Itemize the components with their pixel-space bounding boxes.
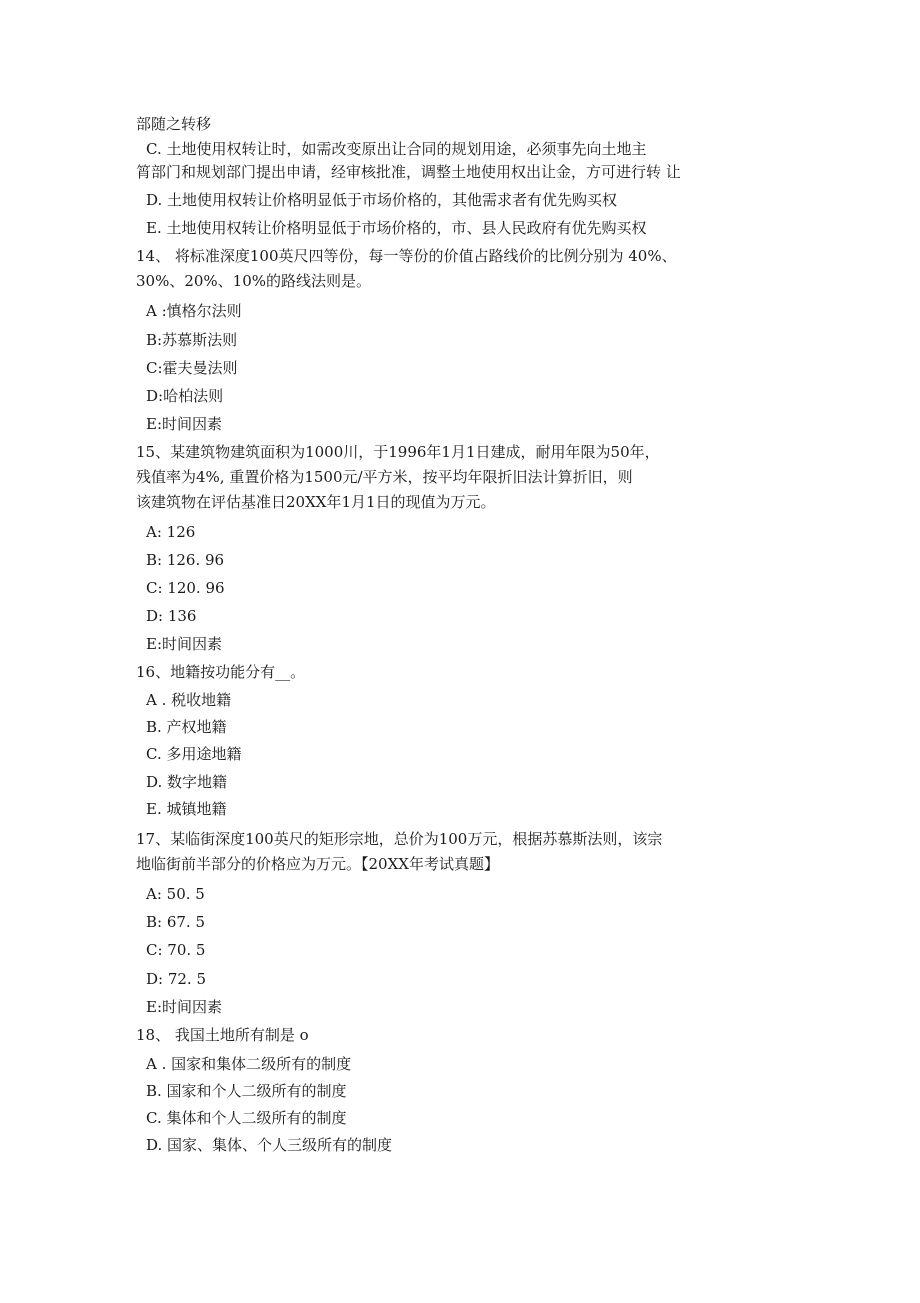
q15-option-d: D: 136 [146,607,197,625]
q15-option-b: B: 126. 96 [146,551,225,569]
q17-option-d: D: 72. 5 [146,970,207,988]
q14-option-e: E:时间因素 [146,415,223,433]
prev-option-c-line1: C. 土地使用权转让时，如需改变原出让合同的规划用途，必须事先向土地主 [146,140,647,158]
q15-text-line2: 残值率为4%, 重置价格为1500元/平方米，按平均年限折旧法计算折旧，则 [136,468,633,486]
q18-option-d: D. 国家、集体、个人三级所有的制度 [146,1136,393,1154]
q15-text-line1: 15、某建筑物建筑面积为1000川，于1996年1月1日建成，耐用年限为50年， [136,443,660,461]
q14-option-a: A :慎格尔法则 [146,302,242,320]
q14-option-d: D:哈柏法则 [146,387,224,405]
q18-option-b: B. 国家和个人二级所有的制度 [146,1082,347,1100]
q15-option-e: E:时间因素 [146,635,223,653]
q18-option-c: C. 集体和个人二级所有的制度 [146,1109,347,1127]
prev-tail: 部随之转移 [136,115,212,133]
q15-option-c: C: 120. 96 [146,579,225,597]
prev-option-c-line2: 筲部门和规划部门提出申请，经审核批准，调整土地使用权出让金，方可进行转 让 [136,163,681,181]
q14-text-line2: 30%、20%、10%的路线法则是。 [136,272,372,290]
q15-text-line3: 该建筑物在评估基准日20XX年1月1日的现值为万元。 [136,493,496,511]
q14-option-b: B:苏慕斯法则 [146,331,238,349]
prev-option-e: E. 土地使用权转让价格明显低于市场价格的，市、县人民政府有优先购买权 [146,219,647,237]
q16-option-a: A . 税收地籍 [146,691,232,709]
q17-option-b: B: 67. 5 [146,913,206,931]
prev-option-d: D. 土地使用权转让价格明显低于市场价格的，其他需求者有优先购买权 [146,191,618,209]
q18-text: 18、 我国土地所有制是 o [136,1026,309,1044]
q17-option-e: E:时间因素 [146,998,223,1016]
q16-option-b: B. 产权地籍 [146,718,227,736]
q15-option-a: A: 126 [146,523,196,541]
q16-option-c: C. 多用途地籍 [146,745,242,763]
q17-option-a: A: 50. 5 [146,885,205,903]
q17-text-line1: 17、某临街深度100英尺的矩形宗地，总价为100万元，根据苏慕斯法则，该宗 [136,830,663,848]
q14-option-c: C:霍夫曼法则 [146,359,238,377]
q17-text-line2: 地临街前半部分的价格应为万元。【20XX年考试真题】 [136,855,499,873]
q17-option-c: C: 70. 5 [146,941,206,959]
q14-text-line1: 14、 将标准深度100英尺四等份，每一等份的价值占路线价的比例分别为 40%、 [136,247,677,265]
q18-option-a: A . 国家和集体二级所有的制度 [146,1055,352,1073]
q16-text: 16、地籍按功能分有__。 [136,663,306,681]
q16-option-e: E. 城镇地籍 [146,800,227,818]
q16-option-d: D. 数字地籍 [146,773,228,791]
